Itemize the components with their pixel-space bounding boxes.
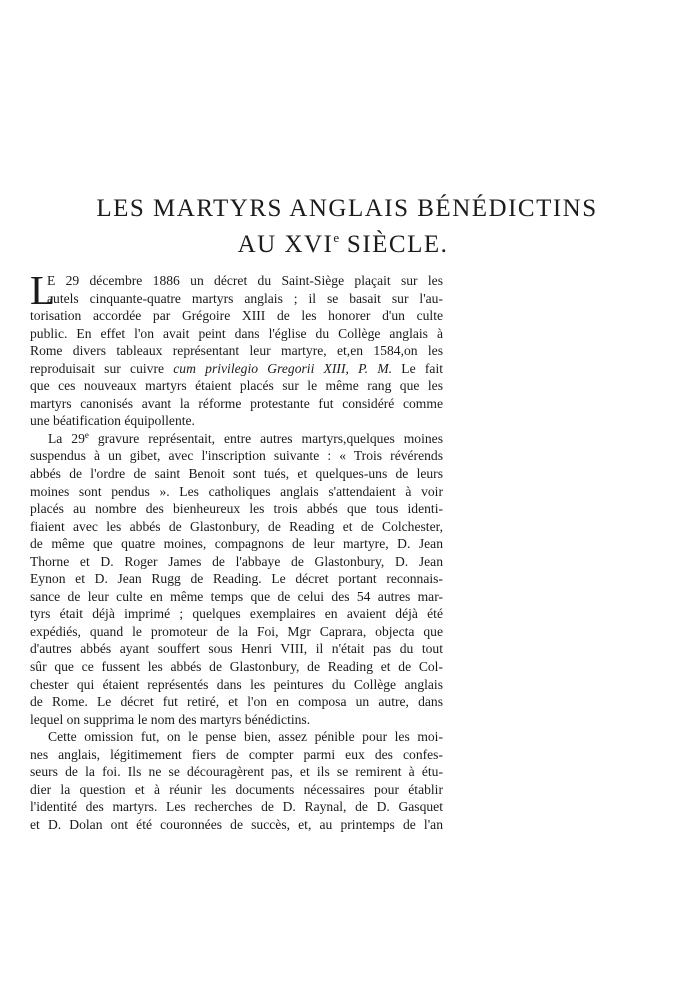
text-line: Eynon et D. Jean Rugg de Reading. Le décret portant reconnais- bbox=[30, 571, 443, 587]
text-line: fiaient avec les abbés de Glastonbury, de Reading et de Colchester, bbox=[30, 518, 443, 534]
text-line: martyrs canonisés avant la réforme protestante fut considéré comme bbox=[30, 395, 443, 411]
text-line: moines sont pendus ». Les catholiques anglais s'attendaient à voir bbox=[30, 483, 443, 499]
text-line: nes anglais, légitimement fiers de compter parmi eux des confes- bbox=[30, 746, 443, 762]
text-fragment: reproduisait sur cuivre bbox=[30, 360, 174, 376]
text-line: tyrs était déjà imprimé ; quelques exemplaires en avaient déjà été bbox=[30, 606, 443, 622]
text-line: Rome divers tableaux représentant leur martyre, et,en 1584,on les bbox=[30, 343, 443, 359]
text-line: d'autres abbés ayant souffert sous Henri VIII, il n'était pas du tout bbox=[30, 641, 443, 657]
text-line bbox=[30, 360, 443, 378]
text-fragment: Le fait bbox=[392, 360, 443, 376]
latin-phrase: cum privilegio Gregorii XIII, P. M. bbox=[173, 360, 393, 376]
text-line bbox=[30, 430, 443, 448]
chapter-title-text-1: LES MARTYRS ANGLAIS BÉNÉDICTINS bbox=[96, 195, 598, 222]
chapter-title-text-2b: SIÈCLE. bbox=[339, 231, 449, 258]
text-line: dier la question et à réunir les documents nécessaires pour établir bbox=[30, 781, 443, 797]
text-line: abbés de l'ordre de saint Benoit sont tués, et quelques-uns de leurs bbox=[30, 466, 443, 482]
text-line: torisation accordée par Grégoire XIII de les honorer d'un culte bbox=[30, 308, 443, 324]
text-line: l'identité des martyrs. Les recherches de D. Raynal, de D. Gasquet bbox=[30, 799, 443, 815]
ordinal-superscript: e bbox=[84, 429, 89, 440]
text-line: seurs de la foi. Ils ne se découragèrent pas, et ils se remirent à étu- bbox=[30, 764, 443, 780]
text-line: chester qui étaient représentés dans les peintures du Collège anglais bbox=[30, 676, 443, 692]
text-line: Thorne et D. Roger James de l'abbaye de Glastonbury, D. Jean bbox=[30, 553, 443, 569]
text-line: de même que quatre moines, compagnons de leur martyre, D. Jean bbox=[30, 536, 443, 552]
text-line: lequel on supprima le nom des martyrs bénédictins. bbox=[30, 711, 311, 727]
drop-cap: L bbox=[30, 267, 56, 313]
text-line: que ces nouveaux martyrs étaient placés sur le même rang que les bbox=[30, 378, 443, 394]
text-line: de Rome. Le décret fut retiré, et l'on en composa un autre, dans bbox=[30, 694, 443, 710]
text-line: une béatification équipollente. bbox=[30, 413, 195, 429]
chapter-title-text-2a: AU XVI bbox=[237, 231, 334, 258]
text-line: placés au nombre des bienheureux les trois abbés que tous identi- bbox=[30, 501, 443, 517]
text-fragment: gravure représentait, entre autres martyrs,quelques moines bbox=[88, 430, 443, 446]
chapter-title-superscript: e bbox=[333, 230, 340, 245]
text-line: suspendus à un gibet, avec l'inscription suivante : « Trois révérends bbox=[30, 448, 443, 464]
text-line: Cette omission fut, on le pense bien, assez pénible pour les moi- bbox=[48, 729, 443, 745]
text-line: E 29 décembre 1886 un décret du Saint-Siège plaçait sur les bbox=[47, 273, 443, 288]
article-body bbox=[30, 267, 443, 834]
chapter-title-line-1 bbox=[0, 195, 680, 223]
text-fragment: La 29 bbox=[48, 430, 85, 446]
text-line: autels cinquante-quatre martyrs anglais ; il se basait sur l'au- bbox=[47, 290, 443, 306]
text-line: expédiés, quand le promoteur de la Foi, Mgr Caprara, objecta que bbox=[30, 623, 443, 639]
text-line: sûr que ce fussent les abbés de Glastonbury, de Reading et de Col- bbox=[30, 659, 443, 675]
text-line: sance de leur culte en même temps que de celui des 54 autres mar- bbox=[30, 588, 443, 604]
text-line: et D. Dolan ont été couronnées de succès, et, au printemps de l'an bbox=[30, 816, 443, 832]
chapter-title-line-2 bbox=[0, 230, 680, 259]
text-line: public. En effet l'on avait peint dans l'église du Collège anglais à bbox=[30, 325, 443, 341]
